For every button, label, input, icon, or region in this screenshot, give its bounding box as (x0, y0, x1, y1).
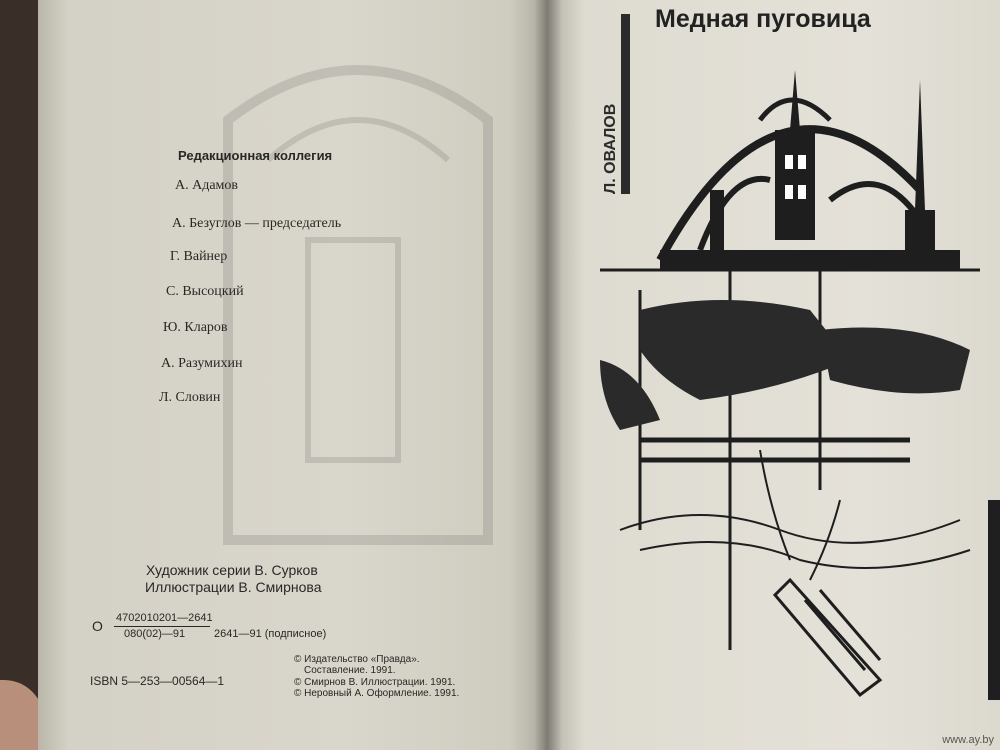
page-edge (988, 500, 1000, 700)
cover-illustration (580, 60, 990, 700)
book-title: Медная пуговица (655, 5, 871, 33)
board-member: А. Разумихин (161, 356, 243, 371)
catalog-code-denominator: 080(02)—91 (124, 628, 186, 640)
series-artist-credit: Художник серии В. Сурков (146, 562, 318, 578)
show-through-illustration (208, 40, 508, 560)
board-member: С. Высоцкий (166, 284, 244, 299)
isbn: ISBN 5—253—00564—1 (90, 674, 225, 688)
illustrations-credit: Иллюстрации В. Смирнова (145, 579, 322, 595)
board-member: Л. Словин (159, 390, 221, 405)
copyright-line: © Неровный А. Оформление. 1991. (294, 688, 460, 699)
author-name: Л. ОВАЛОВ (602, 103, 619, 194)
editorial-board-title: Редакционная коллегия (178, 148, 333, 163)
catalog-code-numerator: 4702010201—2641 (116, 612, 213, 624)
catalog-code-prefix: О (92, 618, 103, 634)
catalog-code-suffix: 2641—91 (подписное) (214, 628, 327, 640)
watermark: www.ay.by (942, 734, 994, 746)
copyright-line: © Смирнов В. Иллюстрации. 1991. (294, 677, 456, 688)
board-member: А. Безуглов — председатель (172, 216, 342, 231)
copyright-line: © Издательство «Правда». (294, 654, 420, 665)
board-member: Г. Вайнер (170, 249, 228, 264)
board-member: А. Адамов (175, 178, 239, 193)
spine-gutter (534, 0, 562, 750)
copyright-line: Составление. 1991. (304, 665, 396, 676)
fraction-line (114, 626, 210, 627)
board-member: Ю. Кларов (163, 320, 228, 335)
